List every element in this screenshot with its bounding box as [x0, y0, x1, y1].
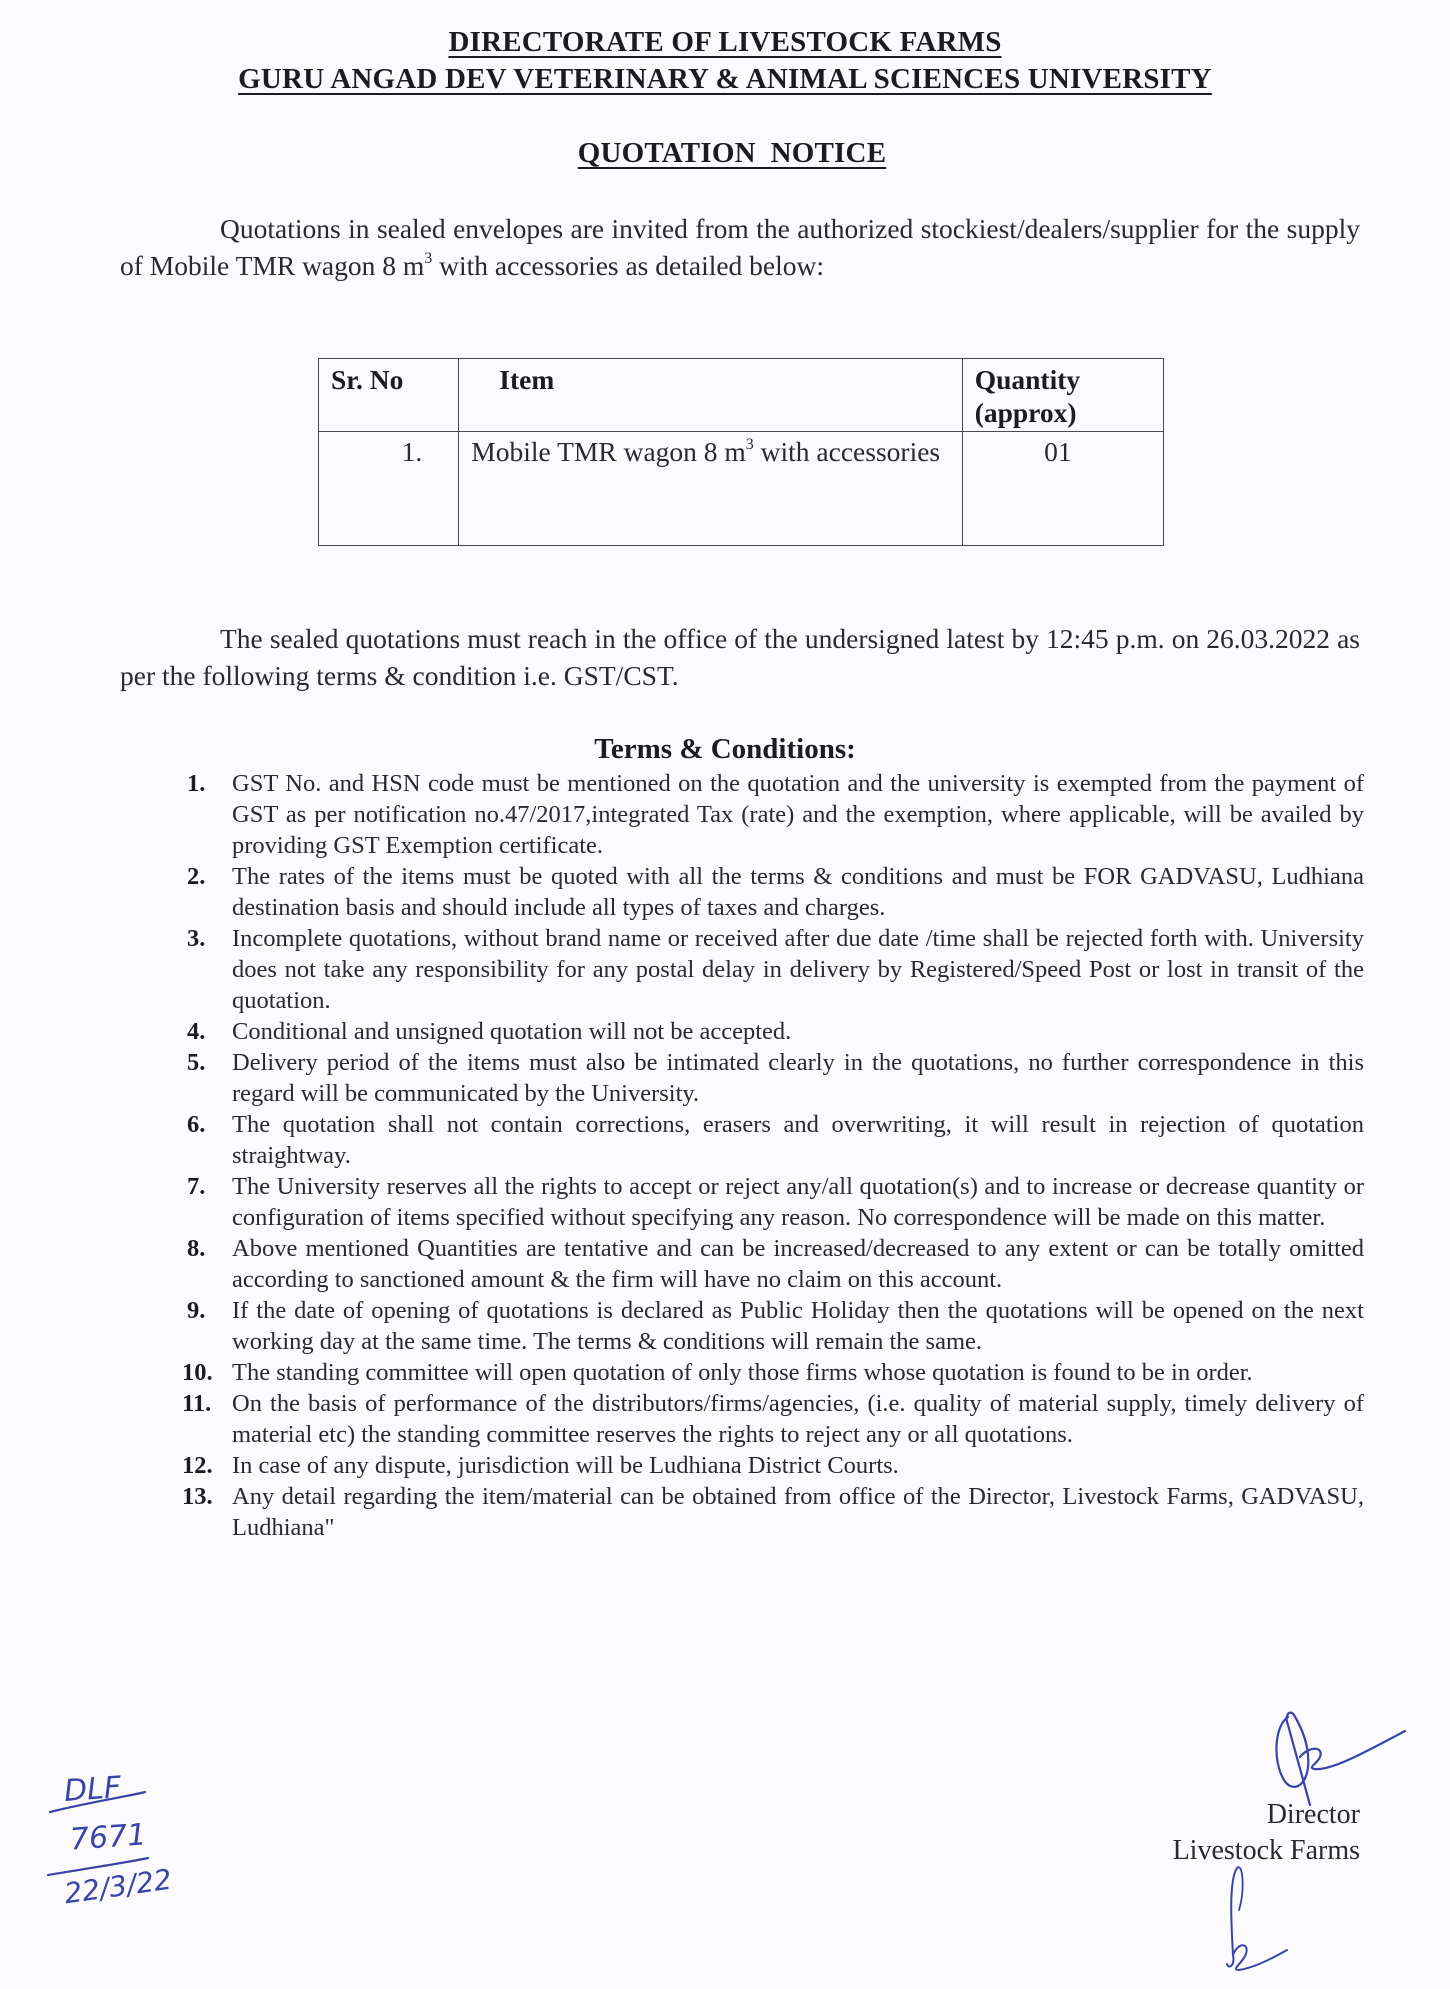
term-item: 6. The quotation shall not contain corrections, erasers and overwriting, it will result in rejection of quotation straightway. [187, 1111, 1364, 1169]
signatory-department: Livestock Farms [1172, 1835, 1360, 1866]
items-table [318, 358, 1164, 546]
term-item: 13. Any detail regarding the item/material can be obtained from office of the Director, Livestock Farms, GADVASU, Ludhiana" [182, 1483, 1364, 1541]
term-item: 8. Above mentioned Quantities are tentative and can be increased/decreased to any extent or can be totally omitted according to sanctioned amount & the firm will have no claim on this account. [187, 1235, 1364, 1293]
term-item: 12. In case of any dispute, jurisdiction will be Ludhiana District Courts. [182, 1452, 899, 1479]
header-item: Item [459, 359, 962, 432]
term-item: 3. Incomplete quotations, without brand name or received after due date /time shall be rejected forth with. University does not take any responsibility for any postal delay in delivery by Registered/Speed Post or lost in transit of the quotation. [187, 925, 1364, 1014]
note-line-1: DLF [62, 1770, 123, 1809]
signatory-title: Director [1266, 1799, 1360, 1830]
university-heading: GURU ANGAD DEV VETERINARY & ANIMAL SCIENCES UNIVERSITY [238, 63, 1212, 95]
notice-title: QUOTATION NOTICE [577, 137, 887, 169]
deadline-paragraph: The sealed quotations must reach in the office of the undersigned latest by 12:45 p.m. on 26.03.2022 as per the following terms & condition i.e. GST/CST. [120, 623, 1360, 691]
cell-item: Mobile TMR wagon 8 $m^3$ with accessories [459, 432, 962, 546]
term-item: 5. Delivery period of the items must also be intimated clearly in the quotations, no further correspondence in this regard will be communicated by the University. [187, 1049, 1364, 1107]
initials-signature-icon [1225, 1860, 1295, 1980]
term-item: 9. If the date of opening of quotations is declared as Public Holiday then the quotations will be opened on the next working day at the same time. The terms & conditions will remain the same. [187, 1297, 1364, 1355]
table-header-row [319, 359, 1164, 432]
note-line-3: 22/3/22 [62, 1862, 174, 1911]
cell-sr-no: 1. [319, 432, 459, 546]
directorate-heading: DIRECTORATE OF LIVESTOCK FARMS [448, 26, 1002, 58]
header-quantity: Quantity (approx) [962, 359, 1163, 432]
cell-quantity: 01 [962, 432, 1163, 546]
term-item: 4. Conditional and unsigned quotation will not be accepted. [187, 1018, 792, 1045]
term-item: 2. The rates of the items must be quoted with all the terms & conditions and must be FOR GADVASU, Ludhiana destination basis and should include all types of taxes and charges. [187, 863, 1364, 921]
terms-title: Terms & Conditions: [594, 733, 856, 765]
header-sr-no: Sr. No [319, 359, 459, 432]
table-row [319, 432, 1164, 546]
term-item: 7. The University reserves all the rights to accept or reject any/all quotation(s) and to increase or decrease quantity or configuration of items specified without specifying any reason. No correspondence will be made on this matter. [187, 1173, 1364, 1231]
note-line-2: 7671 [68, 1817, 148, 1858]
intro-paragraph: Quotations in sealed envelopes are invited from the authorized stockiest/dealers/supplier for the supply of Mobile TMR wagon 8 $m^3$ with accessories as detailed below: [120, 213, 1360, 281]
terms-list [182, 768, 1364, 1543]
term-item: 1. GST No. and HSN code must be mentioned on the quotation and the university is exempted from the payment of GST as per notification no.47/2017,integrated Tax (rate) and the exemption, where applicable, will be availed by providing GST Exemption certificate. [187, 770, 1364, 859]
handwritten-diary-note [30, 1770, 230, 1920]
term-item: 10. The standing committee will open quotation of only those firms whose quotation is found to be in order. [182, 1359, 1253, 1386]
term-item: 11. On the basis of performance of the distributors/firms/agencies, (i.e. quality of material supply, timely delivery of material etc) the standing committee reserves the rights to reject any or all quotations. [182, 1390, 1364, 1448]
